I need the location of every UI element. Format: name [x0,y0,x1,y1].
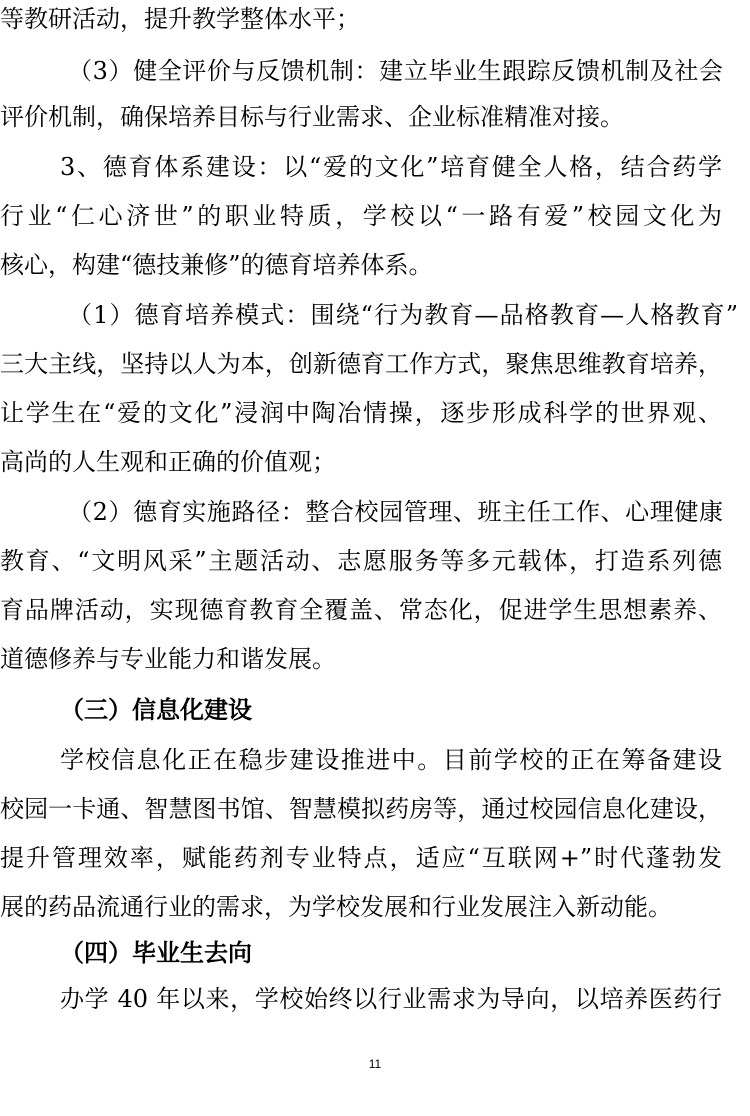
text-line: 评价机制，确保培养目标与行业需求、企业标准精准对接。 [0,103,624,131]
text-line: （3）健全评价与反馈机制：建立毕业生跟踪反馈机制及社会 [68,57,723,85]
text-line: 展的药品流通行业的需求，为学校发展和行业发展注入新动能。 [0,893,672,921]
text-line: 教育、“文明风采”主题活动、志愿服务等多元载体，打造系列德 [0,547,722,575]
text-line: 高尚的人生观和正确的价值观； [0,448,336,476]
text-line: （2）德育实施路径：整合校园管理、班主任工作、心理健康 [68,498,723,526]
page-number: 11 [368,1057,382,1071]
text-line: 提升管理效率，赋能药剂专业特点，适应“互联网+”时代蓬勃发 [0,844,722,872]
text-line: 学校信息化正在稳步建设推进中。目前学校的正在筹备建设 [60,746,722,774]
text-line: 等教研活动，提升教学整体水平； [0,5,360,33]
text-line: 道德修养与专业能力和谐发展。 [0,645,336,673]
section-heading: （三）信息化建设 [60,696,252,724]
text-line: 让学生在“爱的文化”浸润中陶冶情操，逐步形成科学的世界观、 [0,399,722,427]
text-line: 行业“仁心济世”的职业特质，学校以“一路有爱”校园文化为 [0,202,722,230]
text-line: 三大主线，坚持以人为本，创新德育工作方式，聚焦思维教育培养， [0,350,722,378]
text-line: 校园一卡通、智慧图书馆、智慧模拟药房等，通过校园信息化建设， [0,795,722,823]
text-line: 办学 40 年以来，学校始终以行业需求为导向，以培养医药行 [60,985,722,1013]
text-line: 育品牌活动，实现德育教育全覆盖、常态化，促进学生思想素养、 [0,596,722,624]
section-heading: （四）毕业生去向 [60,939,252,967]
text-line: （1）德育培养模式：围绕“行为教育—品格教育—人格教育” [68,301,738,329]
text-line: 核心，构建“德技兼修”的德育培养体系。 [0,251,433,279]
text-line: 3、德育体系建设：以“爱的文化”培育健全人格，结合药学 [60,153,722,181]
